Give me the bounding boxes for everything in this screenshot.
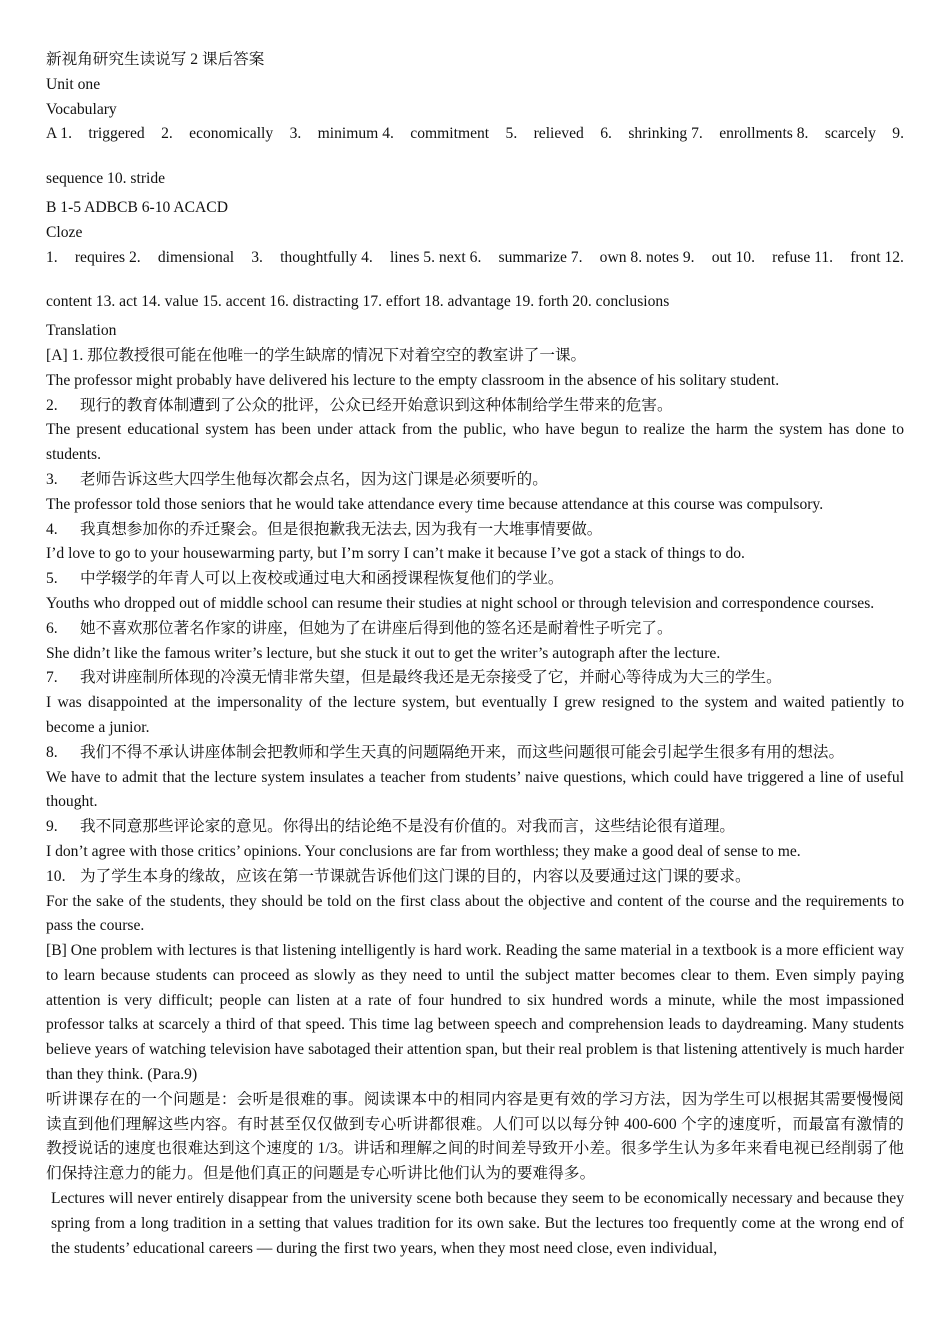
translation-en-10: For the sake of the students, they should be told on the first class about the objective and content of the course and the requirements to pass the course.	[46, 892, 904, 935]
translation-zh-text: 现行的教育体制遭到了公众的批评，公众已经开始意识到这种体制给学生带来的危害。	[80, 396, 673, 414]
cloze-token: front 12.	[850, 248, 904, 266]
vocab-token: triggered	[88, 125, 145, 143]
translation-zh-text: 老师告诉这些大四学生他每次都会点名，因为这门课是必须要听的。	[80, 470, 548, 488]
vocab-token: enrollments 8.	[719, 125, 809, 143]
cloze-token: dimensional	[157, 248, 235, 266]
vocab-token: 2.	[161, 125, 173, 143]
translation-zh-1: [A] 1. 那位教授很可能在他唯一的学生缺席的情况下对着空空的教室讲了一课。	[46, 346, 587, 364]
translation-zh-8	[46, 741, 904, 766]
translation-zh-text: 为了学生本身的缘故，应该在第一节课就告诉他们这门课的目的，内容以及要通过这门课的要求。	[80, 867, 751, 885]
translation-zh-9	[46, 815, 904, 840]
translation-zh-text: 她不喜欢那位著名作家的讲座，但她为了在讲座后得到他的签名还是耐着性子听完了。	[80, 619, 673, 637]
translation-zh-6	[46, 617, 904, 642]
part-b-english-continued: Lectures will never entirely disappear from the university scene both because they seem to be economically necessary and because they spring from a long tradition in a setting that values tradition for its own sake. But the lectures too frequently come at the wrong end of the students’ educational careers — during the first two years, when they most need close, even individual,	[51, 1190, 904, 1257]
translation-en-5: Youths who dropped out of middle school can resume their studies at night school or through television and correspondence courses.	[46, 594, 875, 612]
item-number: 3.	[46, 470, 58, 488]
part-b-chinese: 听讲课存在的一个问题是：会听是很难的事。阅读课本中的相同内容是更有效的学习方法，因为学生可以根据其需要慢慢阅读直到他们理解这些内容。有时甚至仅仅做到专心听讲都很难。人们可以以每分钟 400-600 个字的速度听，而最富有激情的教授说话的速度也很难达到这个速度的 1/3。讲话和理解之间的时间差导致开小差。很多学生认为多年来看电视已经削弱了他们保持注意力的能力。但是他们真正的问题是专心听讲比他们认为的要难得多。	[46, 1090, 904, 1183]
cloze-token: 1.	[46, 248, 58, 266]
translation-en-9: I don’t agree with those critics’ opinions. Your conclusions are far from worthless; they make a good deal of sense to me.	[46, 842, 801, 860]
translation-zh-text: 我真想参加你的乔迁聚会。但是很抱歉我无法去, 因为我有一大堆事情要做。	[80, 520, 603, 538]
vocab-token: minimum 4.	[317, 125, 394, 143]
cloze-token: summarize 7.	[498, 248, 583, 266]
vocab-token: 3.	[289, 125, 302, 143]
vocab-token: 9.	[892, 125, 904, 143]
item-number: 6.	[46, 619, 58, 637]
vocab-token: relieved	[533, 125, 584, 143]
item-number: 9.	[46, 818, 58, 836]
cloze-token: requires 2.	[74, 248, 141, 266]
translation-zh-10	[46, 865, 904, 890]
cloze-continuation: content 13. act 14. value 15. accent 16. distracting 17. effort 18. advantage 19. forth 20. conclusions	[46, 293, 670, 311]
translation-zh-text: 我们不得不承认讲座体制会把教师和学生天真的问题隔绝开来，而这些问题很可能会引起学生很多有用的想法。	[80, 743, 845, 761]
translation-en-1: The professor might probably have delivered his lecture to the empty classroom in the absence of his solitary student.	[46, 371, 780, 389]
item-number: 10.	[46, 867, 66, 885]
translation-zh-text: 我不同意那些评论家的意见。你得出的结论绝不是没有价值的。对我而言，这些结论很有道理。	[80, 818, 735, 836]
cloze-row	[46, 246, 904, 271]
translation-en-3: The professor told those seniors that he would take attendance every time because attendance at this course was compulsory.	[46, 495, 824, 513]
vocab-token: A 1.	[46, 125, 72, 143]
translation-en-2: The present educational system has been under attack from the public, who have begun to realize the harm the system has done to students.	[46, 421, 904, 464]
translation-zh-7	[46, 666, 904, 691]
cloze-heading: Cloze	[46, 223, 83, 241]
vocabulary-heading: Vocabulary	[46, 100, 117, 118]
translation-en-7: I was disappointed at the impersonality of the lecture system, but eventually I grew resigned to the system and waited patiently to become a junior.	[46, 694, 904, 736]
cloze-token: out 10.	[711, 248, 756, 266]
vocab-token: scarcely	[824, 125, 876, 143]
item-number: 8.	[46, 743, 58, 761]
item-number: 4.	[46, 520, 58, 538]
cloze-token: own 8. notes 9.	[599, 248, 695, 266]
cloze-token: 3.	[251, 248, 263, 266]
translation-zh-4	[46, 518, 904, 543]
cloze-token: refuse 11.	[772, 248, 834, 266]
translation-zh-text: 中学辍学的年青人可以上夜校或通过电大和函授课程恢复他们的学业。	[80, 570, 564, 588]
vocab-token: shrinking 7.	[628, 125, 703, 143]
vocab-b-answers: B 1-5 ADBCB 6-10 ACACD	[46, 198, 228, 216]
document-title: 新视角研究生读说写 2 课后答案	[46, 51, 265, 68]
item-number: 7.	[46, 669, 58, 687]
vocab-token: commitment	[410, 125, 490, 143]
cloze-token: lines 5. next 6.	[389, 248, 482, 266]
translation-zh-3	[46, 468, 904, 493]
translation-zh-2	[46, 394, 904, 419]
item-number: 5.	[46, 570, 58, 588]
vocab-a-row	[46, 122, 904, 147]
translation-en-6: She didn’t like the famous writer’s lecture, but she stuck it out to get the writer’s autograph after the lecture.	[46, 644, 721, 662]
vocab-token: economically	[189, 125, 274, 143]
translation-en-4: I’d love to go to your housewarming party, but I’m sorry I can’t make it because I’ve got a stack of things to do.	[46, 545, 745, 563]
translation-zh-5	[46, 567, 904, 592]
part-b-english: [B] One problem with lectures is that listening intelligently is hard work. Reading the same material in a textbook is a more efficient way to learn because students can proceed as slowly as they need to until the subject matter becomes clear to them. Even simply paying attention is very difficult; people can listen at a rate of four hundred to six hundred words a minute, while the most impassioned professor talks at scarcely a third of that speed. This time lag between speech and comprehension leads to daydreaming. Many students believe years of watching television have sabotaged their attention span, but their real problem is that listening attentively is much harder than they think. (Para.9)	[46, 942, 904, 1084]
vocab-token: 5.	[505, 125, 518, 143]
item-number: 2.	[46, 396, 58, 414]
translation-zh-text: 我对讲座制所体现的冷漠无情非常失望，但是最终我还是无奈接受了它，并耐心等待成为大三的学生。	[80, 669, 782, 687]
translation-en-8: We have to admit that the lecture system insulates a teacher from students’ naive questions, which could have triggered a line of useful thought.	[46, 768, 904, 811]
unit-heading: Unit one	[46, 75, 101, 93]
translation-heading: Translation	[46, 322, 117, 340]
vocab-a-continuation: sequence 10. stride	[46, 170, 166, 188]
cloze-token: thoughtfully 4.	[280, 248, 373, 266]
vocab-token: 6.	[600, 125, 612, 143]
